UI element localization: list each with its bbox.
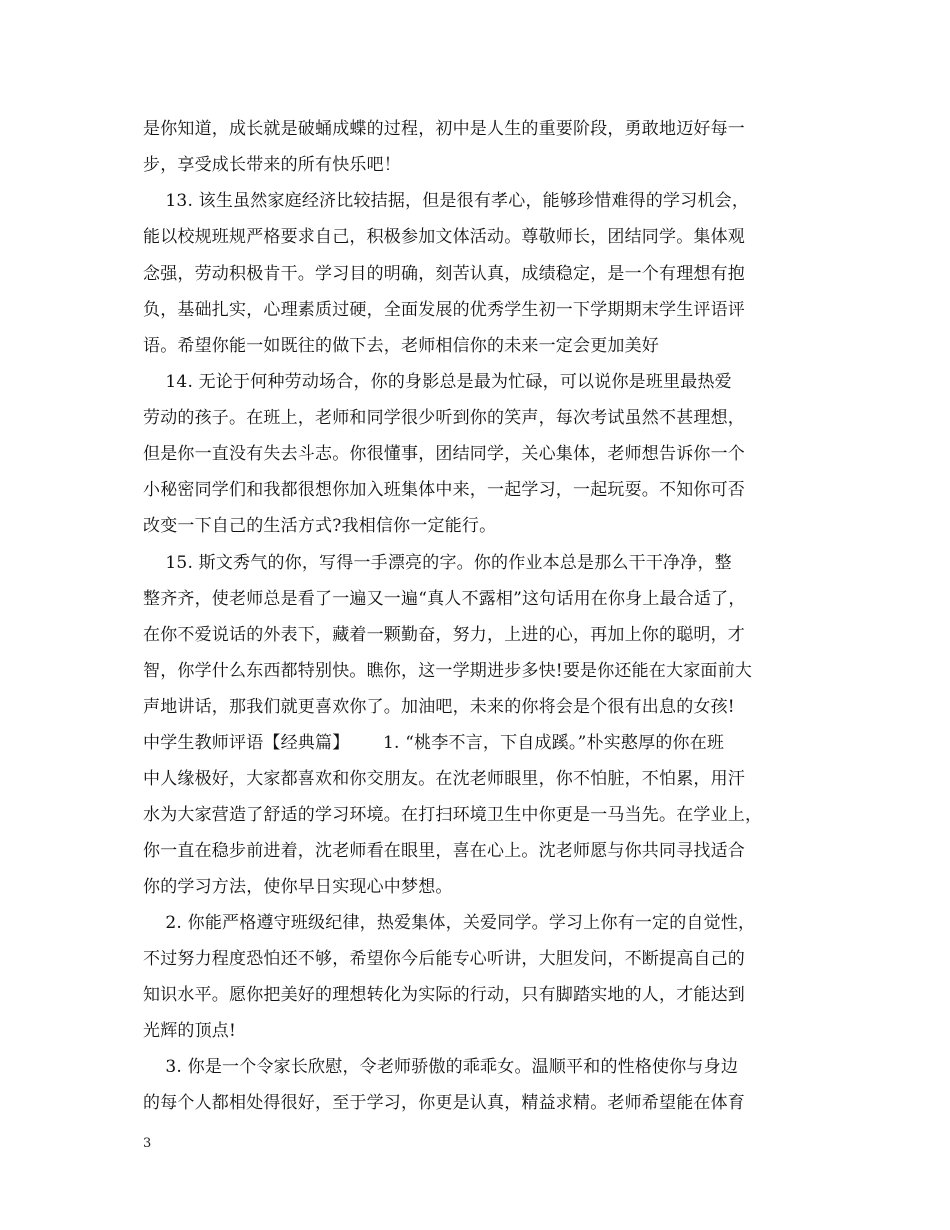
text-line: 改变一下自己的生活方式?我相信你一定能行。: [143, 516, 497, 536]
text-line: 中人缘极好，大家都喜欢和你交朋友。在沈老师眼里，你不怕脏，不怕累，用汗: [143, 769, 745, 789]
text-line: 智，你学什么东西都特别快。瞧你，这一学期进步多快!要是你还能在大家面前大: [143, 661, 753, 681]
text-line: 整齐齐，使老师总是看了一遍又一遍“真人不露相”这句话用在你身上最合适了，: [143, 589, 746, 609]
text-line: 你的学习方法，使你早日实现心中梦想。: [143, 877, 453, 897]
text-line: 不过努力程度恐怕还不够，希望你今后能专心听讲，大胆发问，不断提高自己的: [143, 949, 745, 969]
text-line: 声地讲话，那我们就更喜欢你了。加油吧，未来的你将会是个很有出息的女孩!: [143, 697, 735, 717]
text-line: 语。希望你能一如既往的做下去，老师相信你的未来一定会更加美好: [143, 336, 659, 356]
text-line: 2. 你能严格遵守班级纪律，热爱集体，关爱同学。学习上你有一定的自觉性，: [143, 913, 756, 933]
text-line: 负，基础扎实，心理素质过硬，全面发展的优秀学生初一下学期期末学生评语评: [143, 300, 745, 320]
text-line: 中学生教师评语【经典篇】 1. “桃李不言，下自成蹊。”朴实憨厚的你在班: [143, 733, 725, 753]
page-number: 3: [143, 1136, 152, 1151]
text-line: 光辉的顶点!: [143, 1021, 237, 1041]
text-line: 在你不爱说话的外表下，藏着一颗勤奋，努力，上进的心，再加上你的聪明，才: [143, 625, 745, 645]
text-line: 小秘密同学们和我都很想你加入班集体中来，一起学习，一起玩耍。不知你可否: [143, 480, 745, 500]
text-line: 15. 斯文秀气的你，写得一手漂亮的字。你的作业本总是那么干干净净，整: [143, 553, 732, 573]
text-line: 步，享受成长带来的所有快乐吧！: [143, 155, 401, 175]
text-line: 13. 该生虽然家庭经济比较拮据，但是很有孝心，能够珍惜难得的学习机会，: [143, 191, 750, 211]
text-line: 劳动的孩子。在班上，老师和同学很少听到你的笑声，每次考试虽然不甚理想，: [143, 408, 745, 428]
text-line: 水为大家营造了舒适的学习环境。在打扫环境卫生中你更是一马当先。在学业上，: [143, 805, 763, 825]
text-line: 的每个人都相处得很好，至于学习，你更是认真，精益求精。老师希望能在体育: [143, 1093, 745, 1113]
text-line: 3. 你是一个令家长欣慰，令老师骄傲的乖乖女。温顺平和的性格使你与身边: [143, 1057, 739, 1077]
text-line: 知识水平。愿你把美好的理想转化为实际的行动，只有脚踏实地的人，才能达到: [143, 985, 745, 1005]
text-line: 14. 无论于何种劳动场合，你的身影总是最为忙碌，可以说你是班里最热爱: [143, 372, 732, 392]
text-line: 念强，劳动积极肯干。学习目的明确，刻苦认真，成绩稳定，是一个有理想有抱: [143, 264, 745, 284]
text-line: 但是你一直没有失去斗志。你很懂事，团结同学，关心集体，老师想告诉你一个: [143, 444, 745, 464]
text-line: 能以校规班规严格要求自己，积极参加文体活动。尊敬师长，团结同学。集体观: [143, 227, 745, 247]
text-line: 是你知道，成长就是破蛹成蝶的过程，初中是人生的重要阶段，勇敢地迈好每一: [143, 119, 745, 139]
text-line: 你一直在稳步前进着，沈老师看在眼里，喜在心上。沈老师愿与你共同寻找适合: [143, 841, 745, 861]
